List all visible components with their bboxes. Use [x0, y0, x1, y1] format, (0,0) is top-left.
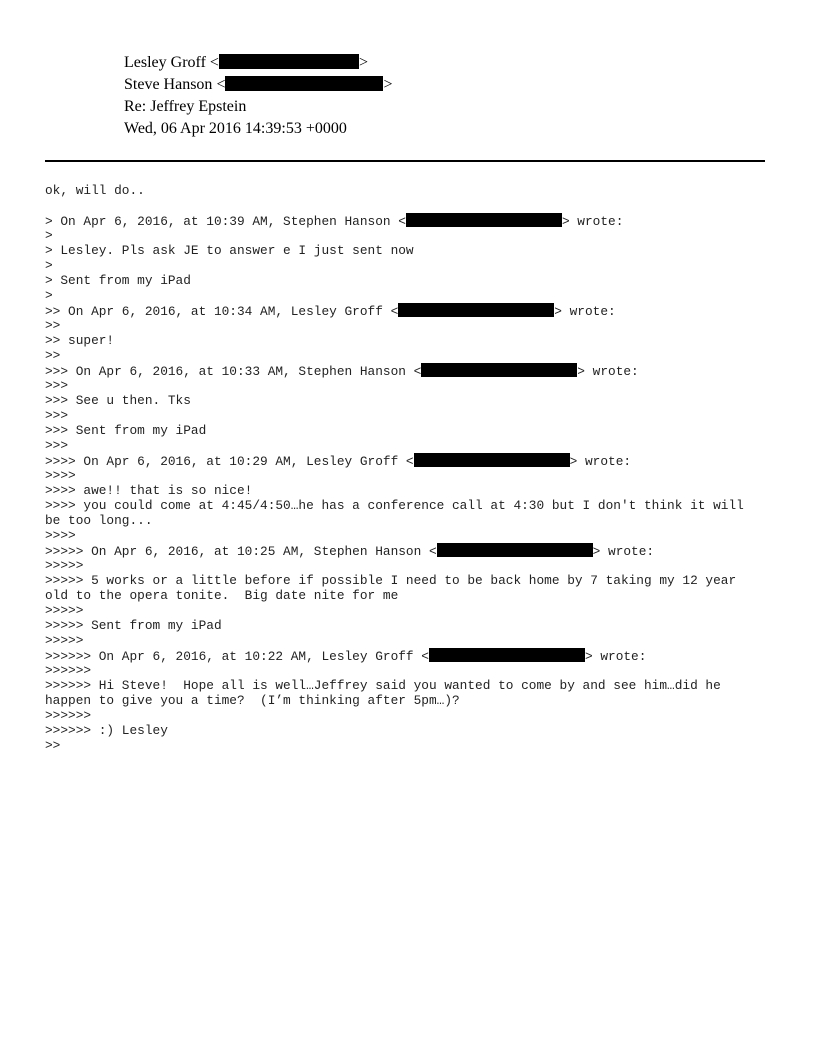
body-line [45, 483, 765, 498]
body-line [45, 438, 765, 453]
body-line [45, 558, 765, 573]
body-line [45, 648, 765, 663]
date-value: Wed, 06 Apr 2016 14:39:53 +0000 [124, 120, 347, 137]
body-line-text: >>>> [45, 528, 76, 543]
body-line-text: >>>> On Apr 6, 2016, at 10:29 AM, Lesley Groff < [45, 454, 414, 469]
body-line-text: >> super! [45, 333, 115, 348]
body-line [45, 633, 765, 648]
body-line [45, 588, 765, 603]
body-line-suffix: > wrote: [584, 649, 647, 664]
body-line [45, 318, 765, 333]
body-line-text: >> [45, 318, 61, 333]
body-line-text: >>> [45, 408, 69, 423]
body-line [45, 228, 765, 243]
body-line-text: >>>>>> [45, 663, 92, 678]
body-line [45, 543, 765, 558]
body-line [45, 198, 765, 213]
body-line-text: >>> Sent from my iPad [45, 423, 207, 438]
body-line [45, 528, 765, 543]
body-line-text: >>>> awe!! that is so nice! [45, 483, 253, 498]
redacted-email [421, 363, 577, 377]
email-body [45, 183, 765, 753]
body-line-text: >>>>>> :) Lesley [45, 723, 168, 738]
body-line-text: >>> See u then. Tks [45, 393, 191, 408]
body-line-text: >> [45, 348, 61, 363]
body-line-text: > [45, 258, 53, 273]
body-line-text: >> On Apr 6, 2016, at 10:34 AM, Lesley Groff < [45, 304, 399, 319]
body-line [45, 363, 765, 378]
body-line-text: >>>>> 5 works or a little before if possible I need to be back home by 7 taking my 12 year [45, 573, 737, 588]
body-line [45, 423, 765, 438]
body-line [45, 288, 765, 303]
body-line-text: >>> On Apr 6, 2016, at 10:33 AM, Stephen Hanson < [45, 364, 422, 379]
body-line-suffix: > wrote: [592, 544, 655, 559]
body-line [45, 213, 765, 228]
body-line [45, 513, 765, 528]
body-line [45, 303, 765, 318]
body-line [45, 183, 765, 198]
redacted-email [437, 543, 593, 557]
body-line-text: happen to give you a time? (I’m thinking after 5pm…)? [45, 693, 460, 708]
body-line-text: >>> [45, 378, 69, 393]
body-line-text: > On Apr 6, 2016, at 10:39 AM, Stephen Hanson < [45, 214, 406, 229]
body-line-text: >>>>>> Hi Steve! Hope all is well…Jeffrey said you wanted to come by and see him…did he [45, 678, 721, 693]
redacted-email [219, 54, 359, 69]
body-line-text: >>>>> [45, 633, 84, 648]
body-line [45, 603, 765, 618]
body-line [45, 453, 765, 468]
body-line-text: >>>> [45, 468, 76, 483]
body-line [45, 573, 765, 588]
from-value: Lesley Groff < > [124, 54, 368, 71]
body-line [45, 693, 765, 708]
redacted-email [406, 213, 562, 227]
body-line-suffix: > wrote: [569, 454, 632, 469]
redacted-email [225, 76, 383, 91]
body-line-text: >>>>> On Apr 6, 2016, at 10:25 AM, Stephen Hanson < [45, 544, 437, 559]
body-line-text: >>> [45, 438, 69, 453]
body-line-suffix: > wrote: [554, 304, 616, 319]
body-line [45, 378, 765, 393]
body-line-text: old to the opera tonite. Big date nite for me [45, 588, 399, 603]
body-line-text: > [45, 228, 53, 243]
body-line [45, 393, 765, 408]
body-line-text: >>>>> [45, 558, 84, 573]
body-line [45, 408, 765, 423]
body-line [45, 708, 765, 723]
redacted-email [429, 648, 585, 662]
header-divider [45, 160, 765, 162]
body-line-text: be too long... [45, 513, 153, 528]
body-line-text: >>>>>> On Apr 6, 2016, at 10:22 AM, Lesley Groff < [45, 649, 429, 664]
redacted-email [398, 303, 554, 317]
body-line-text: ok, will do.. [45, 183, 145, 198]
body-line [45, 618, 765, 633]
subject-value: Re: Jeffrey Epstein [124, 98, 247, 115]
body-line [45, 273, 765, 288]
body-line-text: >>>>> [45, 603, 84, 618]
redacted-email [414, 453, 570, 467]
body-line [45, 258, 765, 273]
body-line [45, 663, 765, 678]
body-line-text: > [45, 288, 53, 303]
from-name: Lesley Groff [124, 54, 206, 71]
body-line-text: > Lesley. Pls ask JE to answer e I just sent now [45, 243, 414, 258]
body-line [45, 678, 765, 693]
body-line-suffix: > wrote: [577, 364, 639, 379]
to-name: Steve Hanson [124, 76, 213, 93]
body-line-text: >>>>>> [45, 708, 92, 723]
body-line [45, 468, 765, 483]
body-line-text: >> [45, 738, 61, 753]
body-line [45, 738, 765, 753]
body-line-text: > Sent from my iPad [45, 273, 191, 288]
body-line-text: >>>>> Sent from my iPad [45, 618, 222, 633]
body-line [45, 723, 765, 738]
to-value: Steve Hanson < > [124, 76, 393, 93]
body-line-suffix: > wrote: [561, 214, 624, 229]
body-line [45, 348, 765, 363]
body-line [45, 243, 765, 258]
body-line [45, 333, 765, 348]
body-line [45, 498, 765, 513]
body-line-text: >>>> you could come at 4:45/4:50…he has a conference call at 4:30 but I don't think it will [45, 498, 744, 513]
